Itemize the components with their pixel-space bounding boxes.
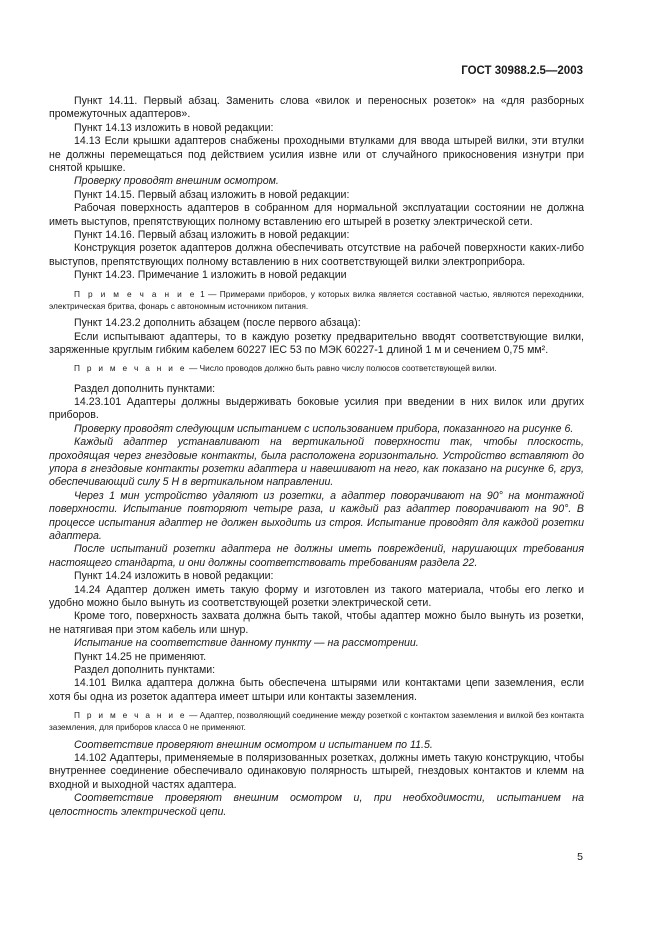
paragraph: Пункт 14.23. Примечание 1 изложить в новой редакции	[74, 269, 347, 282]
note-text: 1 — Примерами приборов, у которых вилка является составной частью, являются переходники, электрическая бритва, фонарь с автономным источником питания.	[49, 288, 584, 311]
paragraph-italic: После испытаний розетки адаптера не должны иметь повреждений, нарушающих требования настоящего стандарта, и они должны соответствовать требованиям раздела 22.	[49, 543, 584, 569]
paragraph-italic: Через 1 мин устройство удаляют из розетки, а адаптер поворачивают на 90° на монтажной поверхности. Испытание повторяют четыре раза, и каждый раз адаптер поворачивают на 90°. В процессе испытания адаптер не должен выходить из строя. Испытание проводят для каждой розетки адаптера.	[49, 489, 584, 542]
paragraph: Раздел дополнить пунктами:	[74, 664, 216, 677]
paragraph: 14.102 Адаптеры, применяемые в поляризованных розетках, должны иметь такую конструкцию, чтобы внутреннее соединение обеспечивало одинаковую полярность штырей, гнездовых контактов и клемм на входной и выходной частях адаптера.	[49, 752, 584, 791]
paragraph: 14.101 Вилка адаптера должна быть обеспечена штырями или контактами цепи заземления, если хотя бы одна из розеток адаптера имеет штыри или контакты заземления.	[49, 677, 584, 703]
page-number: 5	[577, 851, 583, 863]
paragraph-italic: Соответствие проверяют внешним осмотром и испытанием по 11.5.	[74, 738, 433, 751]
paragraph-italic: Каждый адаптер устанавливают на вертикальной поверхности так, чтобы плоскость, проходящая через гнездовые контакты, была расположена горизонтально. Устройство вставляют до упора в гнездовые контакты розетки адаптера и навешивают на него, как показано на рисунке 6, груз, обеспечивающий силу 5 Н в вертикальном направлении.	[49, 436, 584, 489]
note-label: П р и м е ч а н и е	[74, 363, 187, 374]
note-text: — Адаптер, позволяющий соединение между розеткой с контактом заземления и вилкой без контакта заземления, для приборов класса 0 не применяют.	[49, 710, 584, 733]
paragraph: Пункт 14.25 не применяют.	[74, 650, 207, 663]
note-3	[49, 709, 584, 733]
paragraph: Пункт 14.13 изложить в новой редакции:	[74, 121, 274, 134]
paragraph-italic: Соответствие проверяют внешним осмотром и, при необходимости, испытанием на целостность электрической цепи.	[49, 792, 584, 818]
paragraph: Пункт 14.11. Первый абзац. Заменить слова «вилок и переносных розеток» на «для разборных промежуточных адаптеров».	[49, 95, 584, 121]
paragraph: Пункт 14.23.2 дополнить абзацем (после первого абзаца):	[74, 317, 361, 330]
note-1	[49, 288, 584, 312]
paragraph: 14.23.101 Адаптеры должны выдерживать боковые усилия при введении в них вилок или других приборов.	[49, 395, 584, 422]
paragraph-italic: Испытание на соответствие данному пункту — на рассмотрении.	[74, 637, 419, 650]
note-text: — Число проводов должно быть равно числу полюсов соответствующей вилки.	[186, 363, 497, 374]
note-2	[49, 362, 584, 374]
standard-header: ГОСТ 30988.2.5—2003	[461, 65, 583, 77]
paragraph: Кроме того, поверхность захвата должна быть такой, чтобы адаптер можно было вынуть из розетки, не натягивая при этом кабель или шнур.	[49, 610, 584, 636]
note-label: П р и м е ч а н и е	[74, 710, 187, 721]
paragraph: Конструкция розеток адаптеров должна обеспечивать отсутствие на рабочей поверхности каких-либо выступов, препятствующих полному вставлению в них соответствующей вилки электроприбора.	[49, 242, 584, 268]
paragraph: Раздел дополнить пунктами:	[74, 382, 216, 395]
paragraph-italic: Проверку проводят следующим испытанием с использованием прибора, показанного на рисунке 6.	[74, 422, 574, 435]
paragraph: Пункт 14.15. Первый абзац изложить в новой редакции:	[74, 188, 350, 201]
paragraph-italic: Проверку проводят внешним осмотром.	[74, 175, 279, 188]
note-label: П р и м е ч а н и е	[74, 288, 197, 299]
paragraph: Рабочая поверхность адаптеров в собранном для нормальной эксплуатации состоянии не должна иметь выступов, препятствующих полному вставлению его штырей в розетку электрической сети.	[49, 202, 584, 228]
document-body	[49, 95, 584, 819]
paragraph: 14.24 Адаптер должен иметь такую форму и изготовлен из такого материала, чтобы его легко и удобно можно было вынуть из соответствующей розетки электрической сети.	[49, 583, 584, 610]
paragraph: Пункт 14.16. Первый абзац изложить в новой редакции:	[74, 229, 350, 242]
paragraph: Если испытывают адаптеры, то в каждую розетку предварительно вводят соответствующие вилки, заряженные круглым гибким кабелем 60227 IEC 53 по МЭК 60227-1 длиной 1 м и сечением 0,75 мм².	[49, 330, 584, 356]
paragraph: Пункт 14.24 изложить в новой редакции:	[74, 570, 274, 583]
paragraph: 14.13 Если крышки адаптеров снабжены проходными втулками для ввода штырей вилки, эти втулки не должны перемещаться под действием усилия извне или от случайного прикосновения изнутри при снятой крышке.	[49, 135, 584, 175]
